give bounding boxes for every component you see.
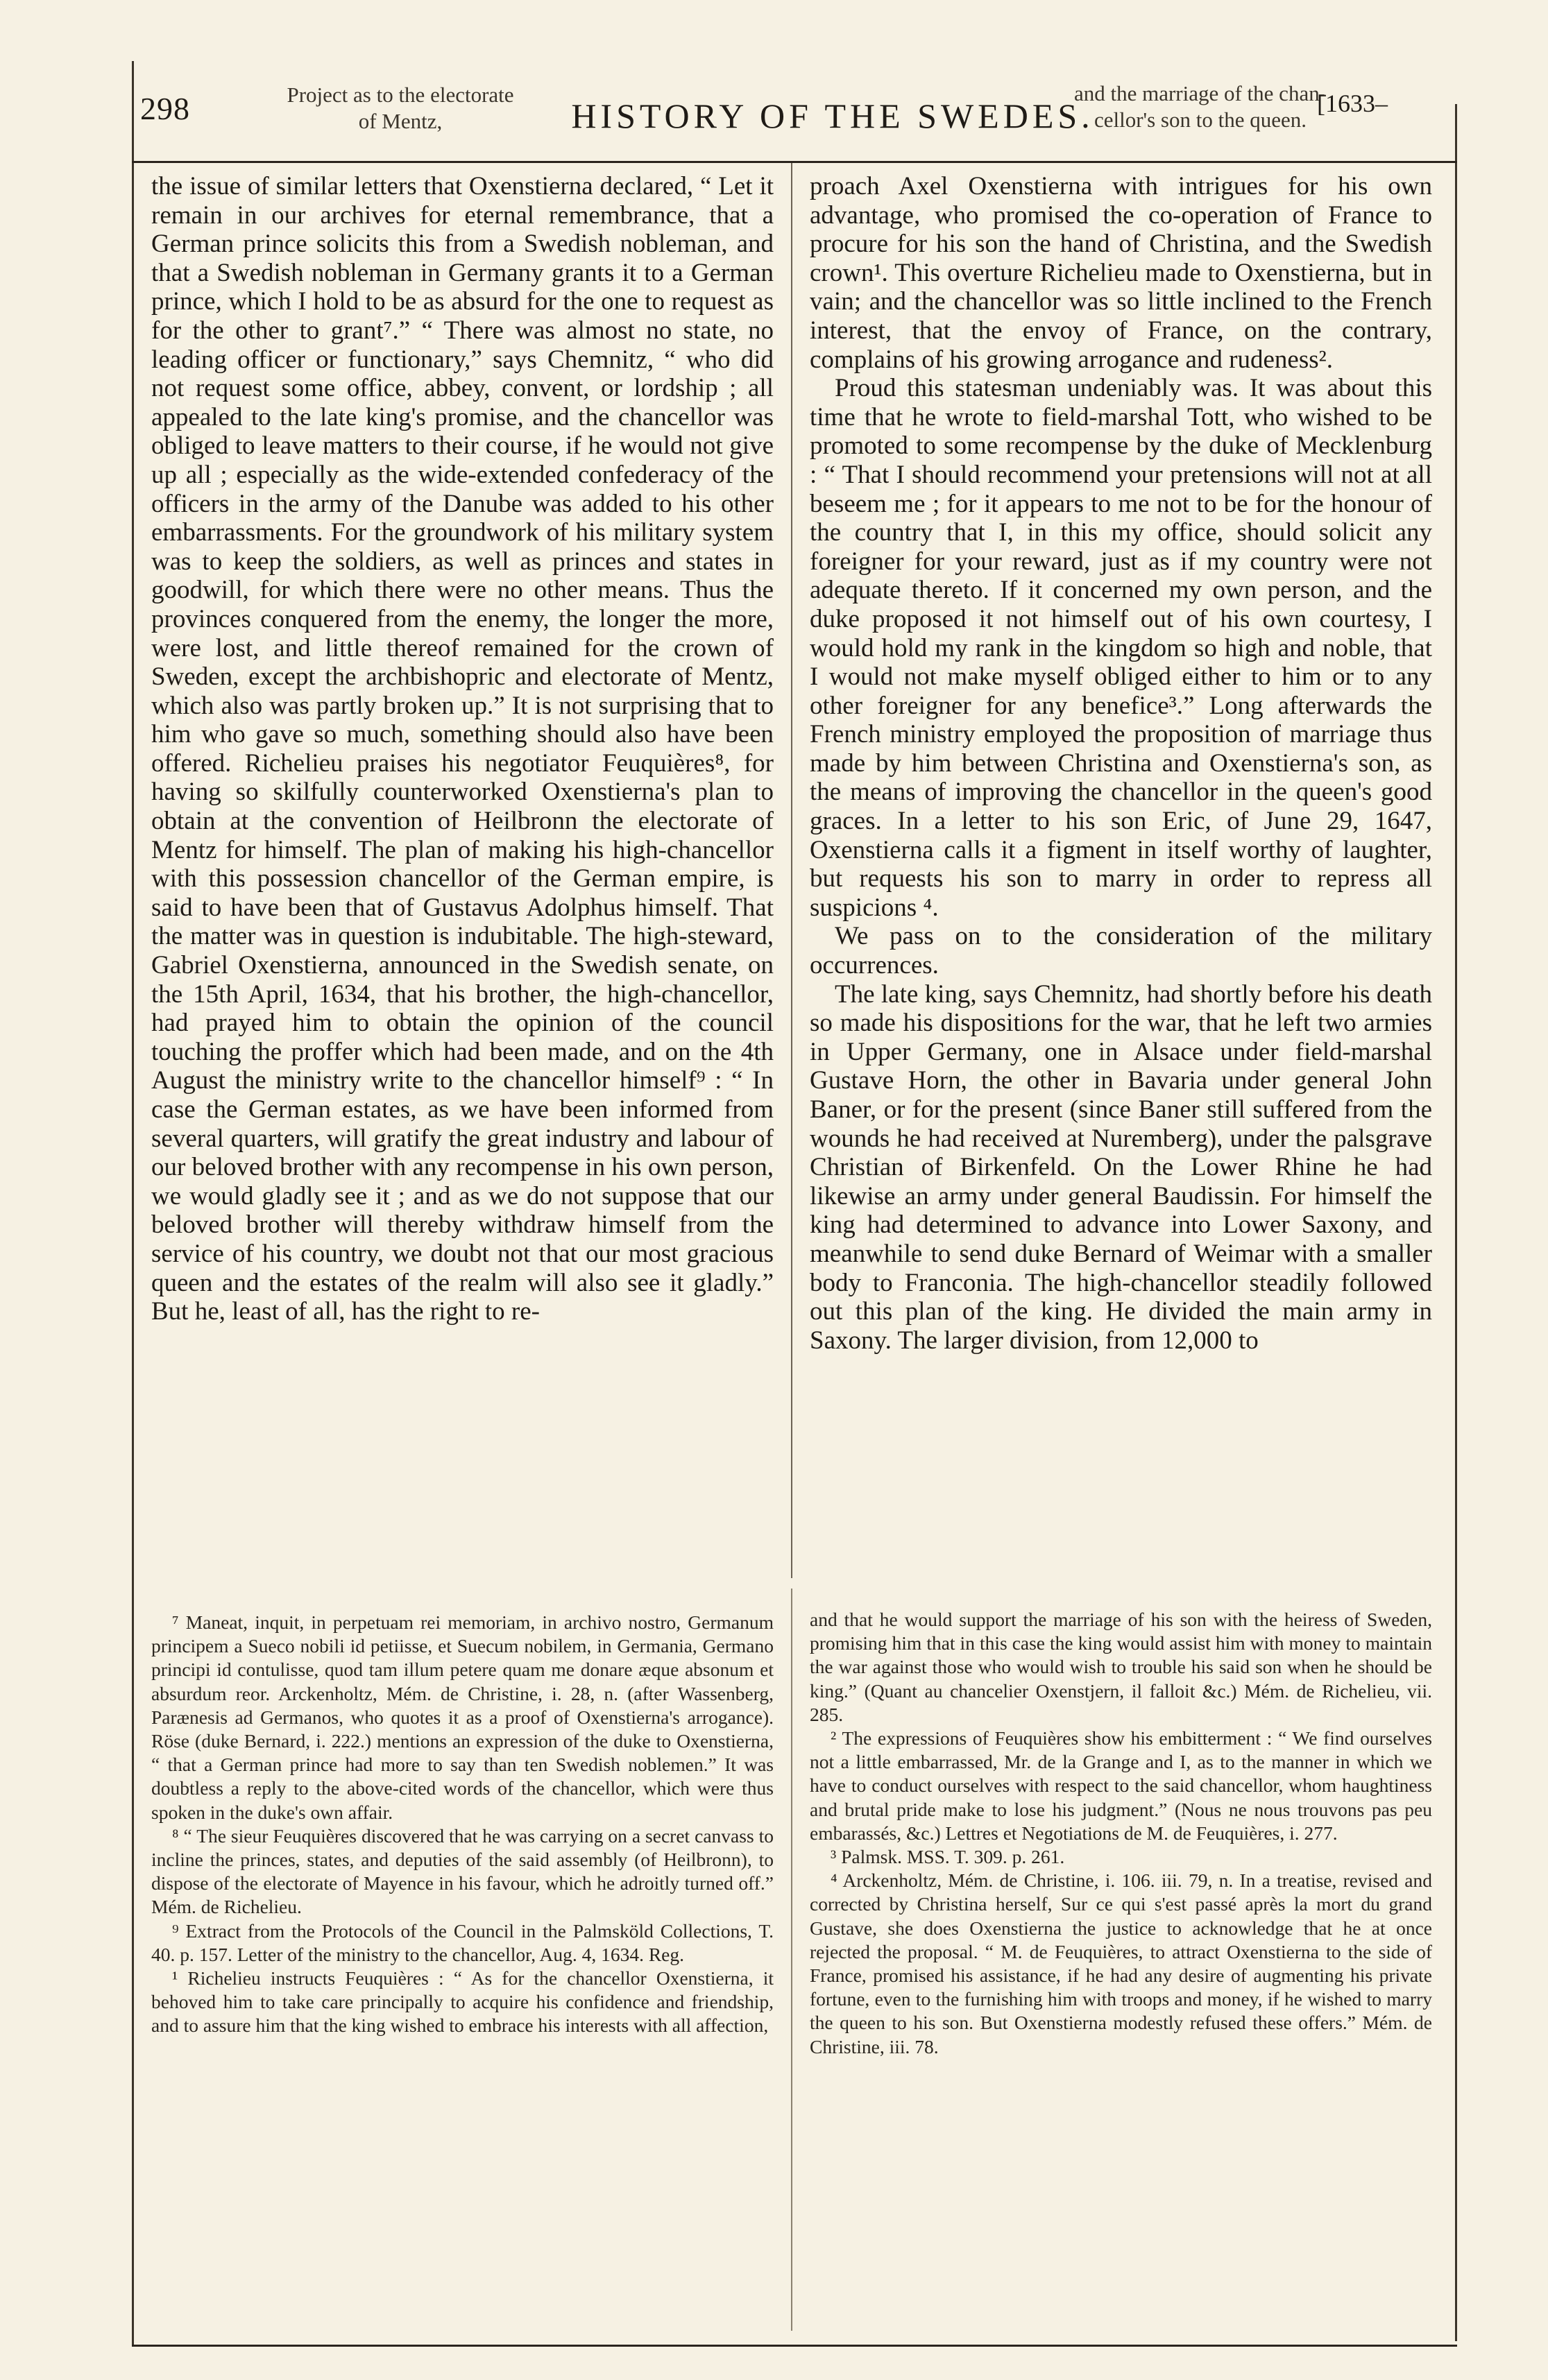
running-title: HISTORY OF THE SWEDES. [571,96,1094,135]
page-number: 298 [140,91,190,126]
right-border-rule [1455,104,1457,2341]
paragraph: The late king, says Chemnitz, had shortly before his death so made his dispositions for the war, that he left two armies in Upper Germany, one in Alsace under field-marshal Gustave Horn, the other in Bavaria under general John Baner, or for the present (since Baner still suffered from the wounds he had received at Nuremberg), under the palsgrave Christian of Birkenfeld. On the Lower Rhine he had likewise an army under general Baudissin. For himself the king had determined to advance into Lower Saxony, and meanwhile to send duke Bernard of Weimar with a smaller body to Franconia. The high-chancellor steadily followed out this plan of the king. He divided the main army in Saxony. The larger division, from 12,000 to [810,979,1432,1355]
header-rule [132,161,1457,163]
footnote-column-divider [791,1589,792,2331]
left-marginal-line: Project as to the electorate [287,83,514,107]
footnote: and that he would support the marriage of his son with the heiress of Sweden, promising him that in this case the king would assist him with money to maintain the war against those who would wish to trouble his said son when he should be king.” (Quant au chancelier Oxenstjern, il falloit &c.) Mém. de Richelieu, vii. 285. [810,1609,1432,1725]
left-marginal-line: of Mentz, [358,109,443,133]
footnote: ¹ Richelieu instructs Feuquières : “ As for the chancellor Oxenstierna, it behoved him to take care principally to acquire his confidence and friendship, and to assure him that the king wished to embrace his interests with all affection, [151,1967,774,2037]
bottom-rule [132,2345,1457,2347]
footnote: ³ Palmsk. MSS. T. 309. p. 261. [831,1846,1065,1868]
left-text-column [151,172,774,1326]
footnote: ⁹ Extract from the Protocols of the Council in the Palmsköld Collections, T. 40. p. 157. Letter of the ministry to the chancellor, Aug. 4, 1634. Reg. [151,1919,774,1965]
footnote: ⁸ “ The sieur Feuquières discovered that he was carrying on a secret canvass to incline the princes, states, and deputies of the said assembly (of Heilbronn), to dispose of the electorate of Mayence in his favour, which he adroitly turned off.” Mém. de Richelieu. [151,1824,774,1918]
footnote: ⁷ Maneat, inquit, in perpetuam rei memoriam, in archivo nostro, Germanum principem a Sueco nobili id petiisse, et Suecum nobilem, in Germania, Germano principi id contulisse, quod tam illum petere quam me donare æque absonum et absurdum reor. Arckenholtz, Mém. de Christine, i. 28, n. (after Wassenberg, Parænesis ad Germanos, who quotes it as a proof of Oxenstierna's arrogance). Röse (duke Bernard, i. 222.) mentions an expression of the duke to Oxenstierna, “ that a German prince had more to say than ten Swedish noblemen.” It was doubtless a reply to the above-cited words of the chancellor, which were thus spoken in the duke's own affair. [151,1611,774,1823]
paragraph: proach Axel Oxenstierna with intrigues for his own advantage, who promised the co-operation of France to procure for his son the hand of Christina, and the Swedish crown¹. This overture Richelieu made to Oxenstierna, but in vain; and the chancellor was so little inclined to the French interest, that the envoy of France, on the contrary, complains of his growing arrogance and rudeness². [810,172,1432,374]
paragraph: the issue of similar letters that Oxenstierna declared, “ Let it remain in our archives for eternal remembrance, that a German prince solicits this from a Swedish nobleman, and that a Swedish nobleman in Germany grants it to a German prince, which I hold to be as absurd for the one to request as for the other to grant⁷.” “ There was almost no state, no leading officer or functionary,” says Chemnitz, “ who did not request some office, abbey, convent, or lordship ; all appealed to the late king's promise, and the chancellor was obliged to leave matters to their course, if he would not give up all ; especially as the wide-extended confederacy of the officers in the army of the Danube was added to his other embarrassments. For the groundwork of his military system was to keep the soldiers, as well as princes and states in goodwill, for which there were no other means. Thus the provinces conquered from the enemy, the longer the more, were lost, and little thereof remained for the crown of Sweden, except the archbishopric and electorate of Mentz, which also was partly broken up.” It is not surprising that to him who gave so much, something should also have been offered. Richelieu praises his negotiator Feuquières⁸, for having so skilfully counterworked Oxenstierna's plan to obtain at the convention of Heilbronn the electorate of Mentz for himself. The plan of making his high-chancellor with this possession chancellor of the German empire, is said to have been that of Gustavus Adolphus himself. That the matter was in question is indubitable. The high-steward, Gabriel Oxenstierna, announced in the Swedish senate, on the 15th April, 1634, that his brother, the high-chancellor, had prayed him to obtain the opinion of the council touching the proffer which had been made, and on the 4th August the ministry write to the chancellor himself⁹ : “ In case the German estates, as we have been informed from several quarters, will gratify the great industry and labour of our beloved brother with any recompense in his own person, we would gladly see it ; and as we do not suppose that our beloved brother will thereby withdraw himself from the service of his country, we doubt not that our most gracious queen and the estates of the realm will also see it gladly.” But he, least of all, has the right to re- [151,172,774,1326]
footnote: ² The expressions of Feuquières show his embitterment : “ We find ourselves not a little embarrassed, Mr. de la Grange and I, as to the manner in which we have to conduct ourselves with respect to the said chancellor, whom haughtiness and brutal pride make to lose his judgment.” (Nous ne nous trouvons pas peu embarassés, &c.) Lettres et Negotiations de M. de Feuquières, i. 277. [810,1727,1432,1844]
page-header [132,76,1457,160]
year-range: [1633– [1317,89,1388,117]
paragraph: We pass on to the consideration of the military occurrences. [810,922,1432,980]
paragraph: Proud this statesman undeniably was. It was about this time that he wrote to field-marshal Tott, who wished to be promoted to some recompense by the duke of Mecklenburg : “ That I should recommend your pretensions will not at all beseem me ; for it appears to me not to be for the honour of the country that I, in this my office, should solicit any foreigner for your reward, just as if my country were not adequate thereto. If it concerned my own person, and the duke proposed it not himself out of his own courtesy, I would hold my rank in the kingdom so high and noble, that I would not make myself obliged either to him or to any other foreigner for any benefice³.” Long afterwards the French ministry employed the proposition of marriage thus made by him between Christina and Oxenstierna's son, as the means of improving the chancellor in the queen's good graces. In a letter to his son Eric, of June 29, 1647, Oxenstierna calls it a figment in itself worthy of laughter, but requests his son to marry in order to repress all suspicions ⁴. [810,374,1432,922]
left-footnotes [151,1611,774,2038]
left-marginal-note [251,82,550,135]
right-footnotes [810,1608,1432,2059]
left-border-rule [132,61,134,2347]
right-text-column [810,172,1432,1355]
right-marginal-line: and the marriage of the chan- [1073,81,1327,105]
footnote: ⁴ Arckenholtz, Mém. de Christine, i. 106. iii. 79, n. In a treatise, revised and corrected by Christina herself, Sur ce qui s'est passé après la mort du grand Gustave, she does Oxenstierna the justice to acknowledge that he at once rejected the proposal. “ M. de Feuquières, to attract Oxenstierna to the side of France, promised his assistance, if he had any desire of augmenting his private fortune, even to the furnishing him with troops and money, if he wished to marry the queen to his son. But Oxenstierna modestly refused these offers.” Mém. de Christine, iii. 78. [810,1869,1432,2057]
column-divider [791,163,792,1578]
right-marginal-line: cellor's son to the queen. [1094,108,1307,132]
